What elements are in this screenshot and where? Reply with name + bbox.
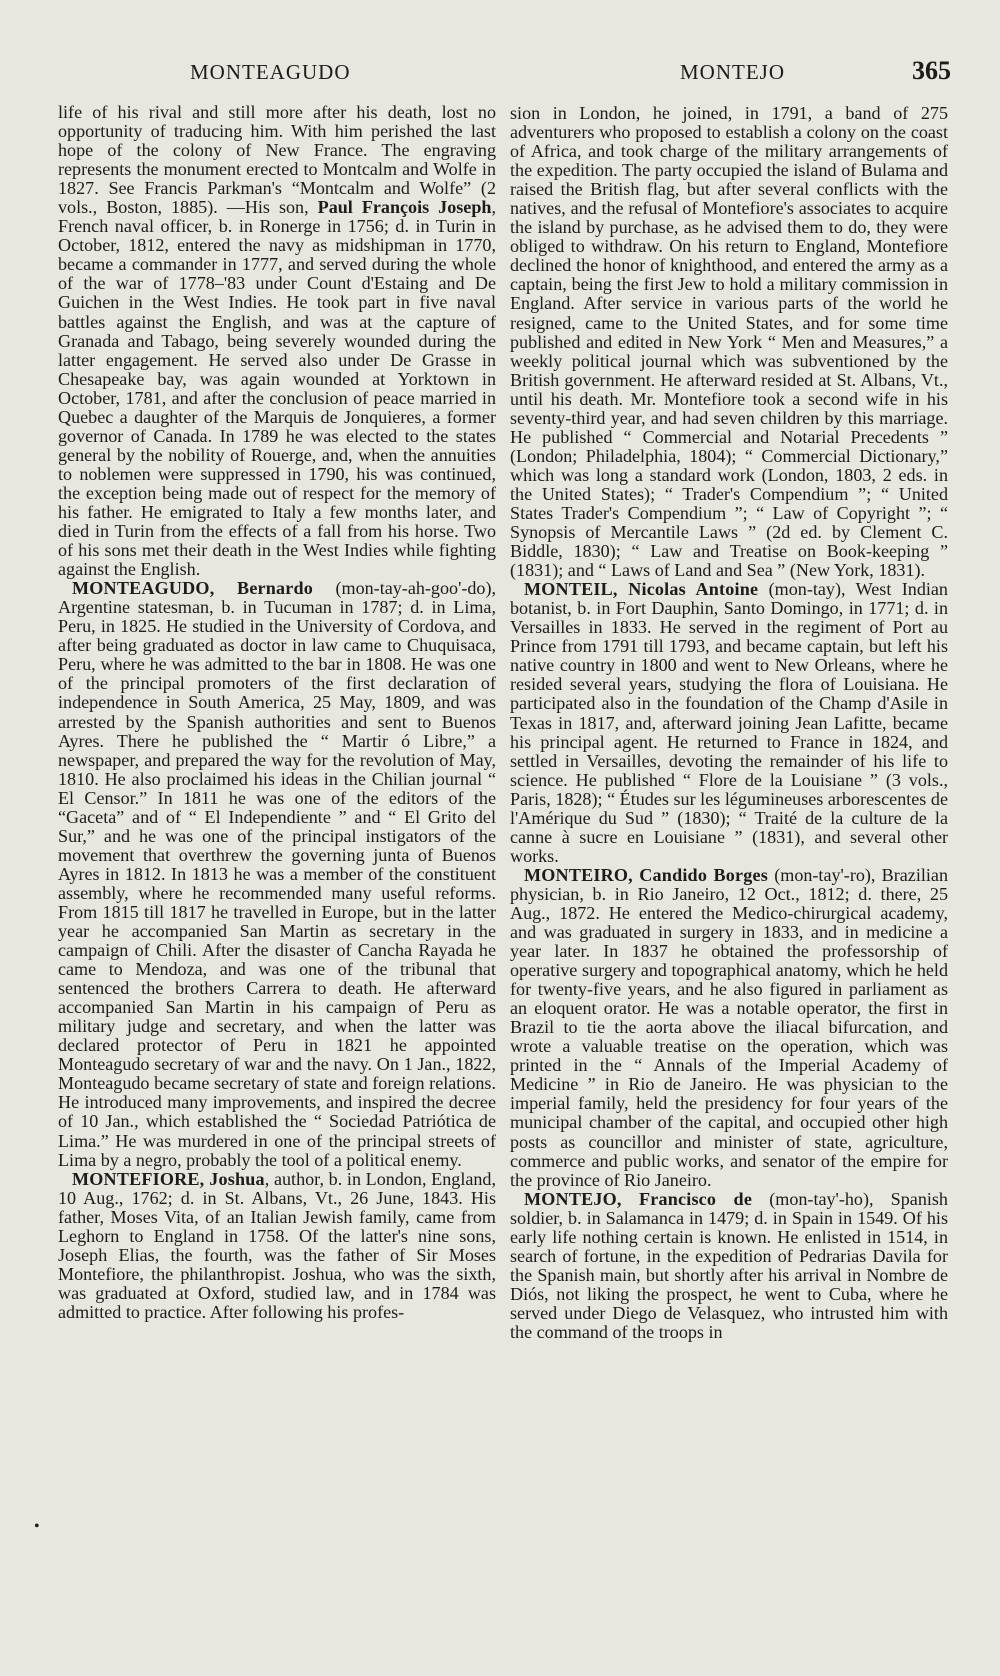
entry-monteiro xyxy=(510,866,948,1190)
paragraph-text-continued: , French naval officer, b. in Ronerge in 1756; d. in Turin in October, 1812, entered the navy as midshipman in 1770, became a commander in 1777, and served during the whole of the war of 1778–'83 under Count d'Estaing and De Guichen in the West Indies. He took part in five naval battles against the English, and was at the capture of Granada and Tabago, being severely wounded during the latter engagement. He served also under De Grasse in Chesapeake bay, was again wounded at Yorktown in October, 1781, and after the conclusion of peace married in Quebec a daughter of the Marquis de Jonquieres, a former governor of Canada. In 1789 he was elected to the states general by the nobility of Rouerge, and, when the annuities to noblemen were suppressed in 1790, his was continued, the exception being made out of respect for the memory of his father. He emigrated to Italy a few months later, and died in Turin from the effects of a fall from his horse. Two of his sons met their death in the West Indies while fighting against the English. xyxy=(58,197,496,580)
entry-text: (mon-tay), West Indian botanist, b. in Fort Dauphin, Santo Domingo, in 1771; d. in Versailles in 1833. He served in the regiment of Port au Prince from 1791 till 1793, and became captain, but left his native country in 1800 and went to New Orleans, where he resided several years, studying the flora of Louisiana. He participated also in the foundation of the Champ d'Asile in Texas in 1817, and, afterward joining Jean Lafitte, became his principal agent. He returned to France in 1824, and settled in Versailles, devoting the remainder of his life to science. He published “ Flore de la Louisiane ” (3 vols., Paris, 1828); “ Études sur les légumineuses arborescentes de l'Amérique du Sud ” (1830); “ Traité de la culture de la canne à sucre en Louisiane ” (1831), and several other works. xyxy=(510,579,948,866)
running-head-left: MONTEAGUDO xyxy=(190,60,351,84)
margin-dot: • xyxy=(34,1518,40,1535)
entry-headword: MONTEFIORE, Joshua xyxy=(72,1168,265,1189)
entry-text: (mon-tay-ah-goo'-do), Argentine statesman, b. in Tucuman in 1787; d. in Lima, Peru, in 1825. He studied in the University of Cordova, and after being graduated as doctor in law came to Chuquisaca, Peru, where he was admitted to the bar in 1808. He was one of the principal promoters of the first declaration of independence in South America, 25 May, 1809, and was arrested by the Spanish authorities and sent to Buenos Ayres. There he published the “ Martir ó Libre,” a newspaper, and prepared the way for the revolution of May, 1810. He also proclaimed his ideas in the Chilian journal “ El Censor.” In 1811 he was one of the editors of the “Gaceta” and of “ El Independiente ” and “ El Grito del Sur,” and he was one of the principal instigators of the movement that overthrew the governing junta of Buenos Ayres in 1812. In 1813 he was a member of the constituent assembly, where he recommended many useful reforms. From 1815 till 1817 he travelled in Europe, but in the latter year he accompanied San Martin as secretary in the campaign of Chili. After the disaster of Cancha Rayada he came to Mendoza, and was one of the tribunal that sentenced the brothers Carrera to death. He afterward accompanied San Martin in his campaign of Peru as military judge and secretary, and when the latter was declared protector of Peru in 1821 he appointed Monteagudo secretary of war and the navy. On 1 Jan., 1822, Monteagudo became secretary of state and foreign relations. He introduced many improvements, and inspired the decree of 10 Jan., which established the “ Sociedad Patriótica de Lima.” He was murdered in one of the principal streets of Lima by a negro, probably the tool of a political enemy. xyxy=(58,578,496,1170)
person-name: Paul François Joseph xyxy=(317,197,492,218)
entry-text: (mon-tay'-ho), Spanish soldier, b. in Salamanca in 1479; d. in Spain in 1549. Of his early life nothing certain is known. He enlisted in 1514, in search of fortune, in the expedition of Pedrarias Davila for the Spanish main, but shortly after his arrival in Nombre de Diós, not liking the prospect, he went to Cuba, where he served under Diego de Velasquez, who intrusted him with the command of the troops in xyxy=(510,1188,948,1342)
entry-monteil xyxy=(510,580,948,866)
right-column xyxy=(510,104,948,1342)
entry-montefiore xyxy=(58,1170,496,1322)
page-number: 365 xyxy=(912,56,951,85)
running-head-right: MONTEJO xyxy=(680,60,785,84)
entry-headword: MONTEIRO, Candido Borges xyxy=(524,864,768,885)
entry-text: , author, b. in London, England, 10 Aug., 1762; d. in St. Albans, Vt., 26 June, 1843. His father, Moses Vita, of an Italian Jewish family, came from Leghorn to England in 1758. Of the latter's nine sons, Joseph Elias, the fourth, was the father of Sir Moses Montefiore, the philanthropist. Joshua, who was the sixth, was graduated at Oxford, studied law, and in 1784 was admitted to practice. After following his profes- xyxy=(58,1168,496,1322)
entry-montejo xyxy=(510,1190,948,1342)
entry-headword: MONTEIL, Nicolas Antoine xyxy=(524,579,759,600)
entry-monteagudo xyxy=(58,579,496,1169)
page-header xyxy=(60,52,980,92)
paragraph-text: life of his rival and still more after his death, lost no opportunity of traducing him. With him perished the last hope of the colony of New France. The engraving represents the monument erected to Montcalm and Wolfe in 1827. See Francis Parkman's “Montcalm and Wolfe” (2 vols., Boston, 1885). —His son, xyxy=(58,102,496,218)
entry-headword: MONTEJO, Francisco de xyxy=(524,1188,753,1209)
entry-text: (mon-tay'-ro), Brazilian physician, b. in Rio Janeiro, 12 Oct., 1812; d. there, 25 Aug., 1872. He entered the Medico-chirurgical academy, and was graduated in surgery in 1833, and in medicine a year later. In 1837 he obtained the professorship of operative surgery and topographical anatomy, which he held for twenty-five years, and he also figured in parliament as an eloquent orator. He was a notable operator, the first in Brazil to tie the aorta above the iliacal bifurcation, and wrote a valuable treatise on the operation, which was printed in the “ Annals of the Imperial Academy of Medicine ” in Rio de Janeiro. He was physician to the imperial family, held the presidency for four years of the municipal chamber of the capital, and occupied other high posts as councillor and minister of state, agriculture, commerce and public works, and senator of the empire for the province of Rio Janeiro. xyxy=(510,864,948,1190)
continued-paragraph xyxy=(58,103,496,579)
entry-headword: MONTEAGUDO, Bernardo xyxy=(72,578,314,599)
continued-paragraph xyxy=(510,104,948,580)
left-column xyxy=(58,103,496,1322)
paragraph-text: sion in London, he joined, in 1791, a band of 275 adventurers who proposed to establish a colony on the coast of Africa, and took charge of the military arrangements of the expedition. The party occupied the island of Bulama and raised the British flag, but after several conflicts with the natives, and the refusal of Montefiore's associates to acquire the island by purchase, as he advised them to do, they were obliged to withdraw. On his return to England, Montefiore declined the honor of knighthood, and entered the army as a captain, being the first Jew to hold a military commission in England. After service in various parts of the world he resigned, came to the United States, and for some time published and edited in New York “ Men and Measures,” a weekly political journal which was subventioned by the British government. He afterward resided at St. Albans, Vt., until his death. Mr. Montefiore took a second wife in his seventy-third year, and had seven children by this marriage. He published “ Commercial and Notarial Precedents ” (London; Philadelphia, 1804); “ Commercial Dictionary,” which was long a standard work (London, 1803, 2 eds. in the United States); “ Trader's Compendium ”; “ United States Trader's Compendium ”; “ Law of Copyright ”; “ Synopsis of Mercantile Laws ” (2d ed. by Clement C. Biddle, 1830); “ Law and Treatise on Book-keeping ” (1831); and “ Laws of Land and Sea ” (New York, 1831). xyxy=(510,103,948,581)
